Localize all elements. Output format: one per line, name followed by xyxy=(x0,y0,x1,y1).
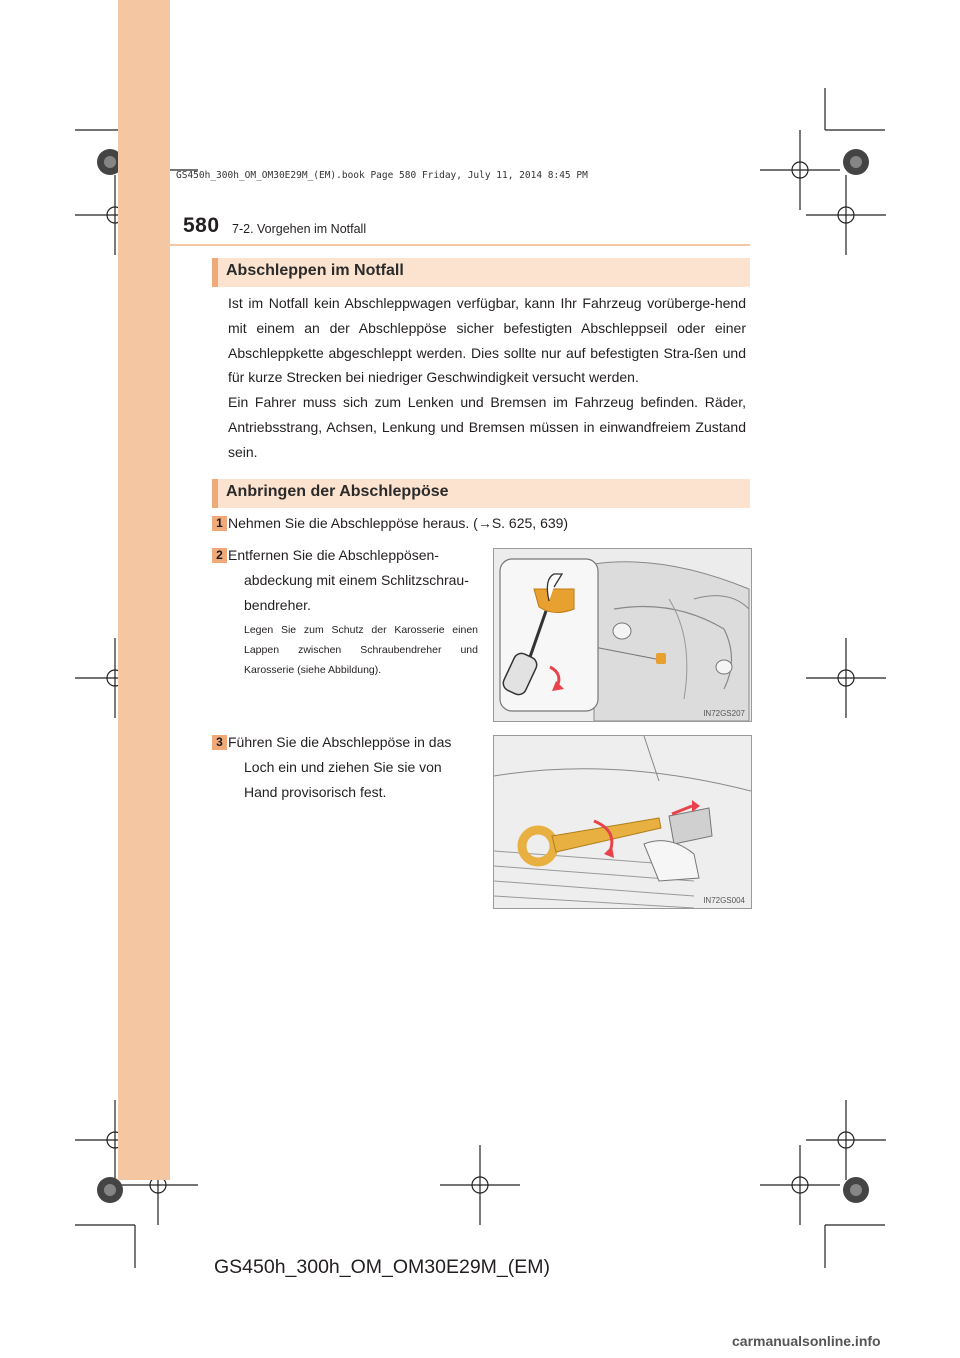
step-line: abdeckung mit einem Schlitzschrau- xyxy=(244,571,469,588)
header-rule xyxy=(118,244,750,246)
bumper-illustration xyxy=(494,736,751,908)
section-heading-emergency-towing xyxy=(212,258,750,287)
section-heading-install-eyelet xyxy=(212,479,750,508)
watermark: carmanualsonline.info xyxy=(732,1333,881,1349)
step-line: bendreher. xyxy=(244,596,311,613)
figure-label: IN72GS004 xyxy=(703,896,745,905)
step-line: Hand provisorisch fest. xyxy=(244,783,387,800)
step-number-2: 2 xyxy=(212,548,227,563)
manual-code: GS450h_300h_OM_OM30E29M_(EM) xyxy=(214,1256,551,1278)
step-line: Nehmen Sie die Abschleppöse heraus. (→S. 625, 639) xyxy=(228,515,569,531)
book-info: GS450h_300h_OM_OM30E29M_(EM).book Page 580 Friday, July 11, 2014 8:45 PM xyxy=(176,170,588,181)
section-title: Abschleppen im Notfall xyxy=(226,262,404,279)
figure-label: IN72GS207 xyxy=(703,709,745,718)
note-text: Legen Sie zum Schutz der Karosserie einen Lappen zwischen Schraubendreher und Karosserie (siehe Abbildung). xyxy=(244,624,478,676)
step-line: Führen Sie die Abschleppöse in das xyxy=(228,734,452,750)
chapter-title: 7-2. Vorgehen im Notfall xyxy=(232,222,367,236)
step-text xyxy=(228,543,478,617)
step-line: Entfernen Sie die Abschleppösen- xyxy=(228,547,439,563)
step-text xyxy=(228,511,568,536)
step-number-3: 3 xyxy=(212,735,227,750)
step-text xyxy=(228,730,478,804)
step-line: Loch ein und ziehen Sie sie von xyxy=(244,758,442,775)
car-front-illustration xyxy=(494,549,751,721)
section-title: Anbringen der Abschleppöse xyxy=(226,483,449,500)
page-number: 580 xyxy=(183,214,220,237)
chapter-sidebar xyxy=(118,0,170,1180)
paragraph: Ein Fahrer muss sich zum Lenken und Bremsen im Fahrzeug befinden. Räder, Antriebsstrang, Achsen, Lenkung und Bremsen müssen in einwandfreiem Zustand sein. xyxy=(228,394,746,460)
step-number-1: 1 xyxy=(212,516,227,531)
figure-remove-cover xyxy=(493,548,752,722)
paragraph: Ist im Notfall kein Abschleppwagen verfügbar, kann Ihr Fahrzeug vorüberge-hend mit einem an der Abschleppöse sicher befestigten Abschleppseil oder einer Abschleppkette abgeschleppt werden. Dies sollte nur auf befestigten Stra-ßen und für kurze Strecken bei niedriger Geschwindigkeit versucht werden. xyxy=(228,295,746,386)
figure-insert-eyelet xyxy=(493,735,752,909)
